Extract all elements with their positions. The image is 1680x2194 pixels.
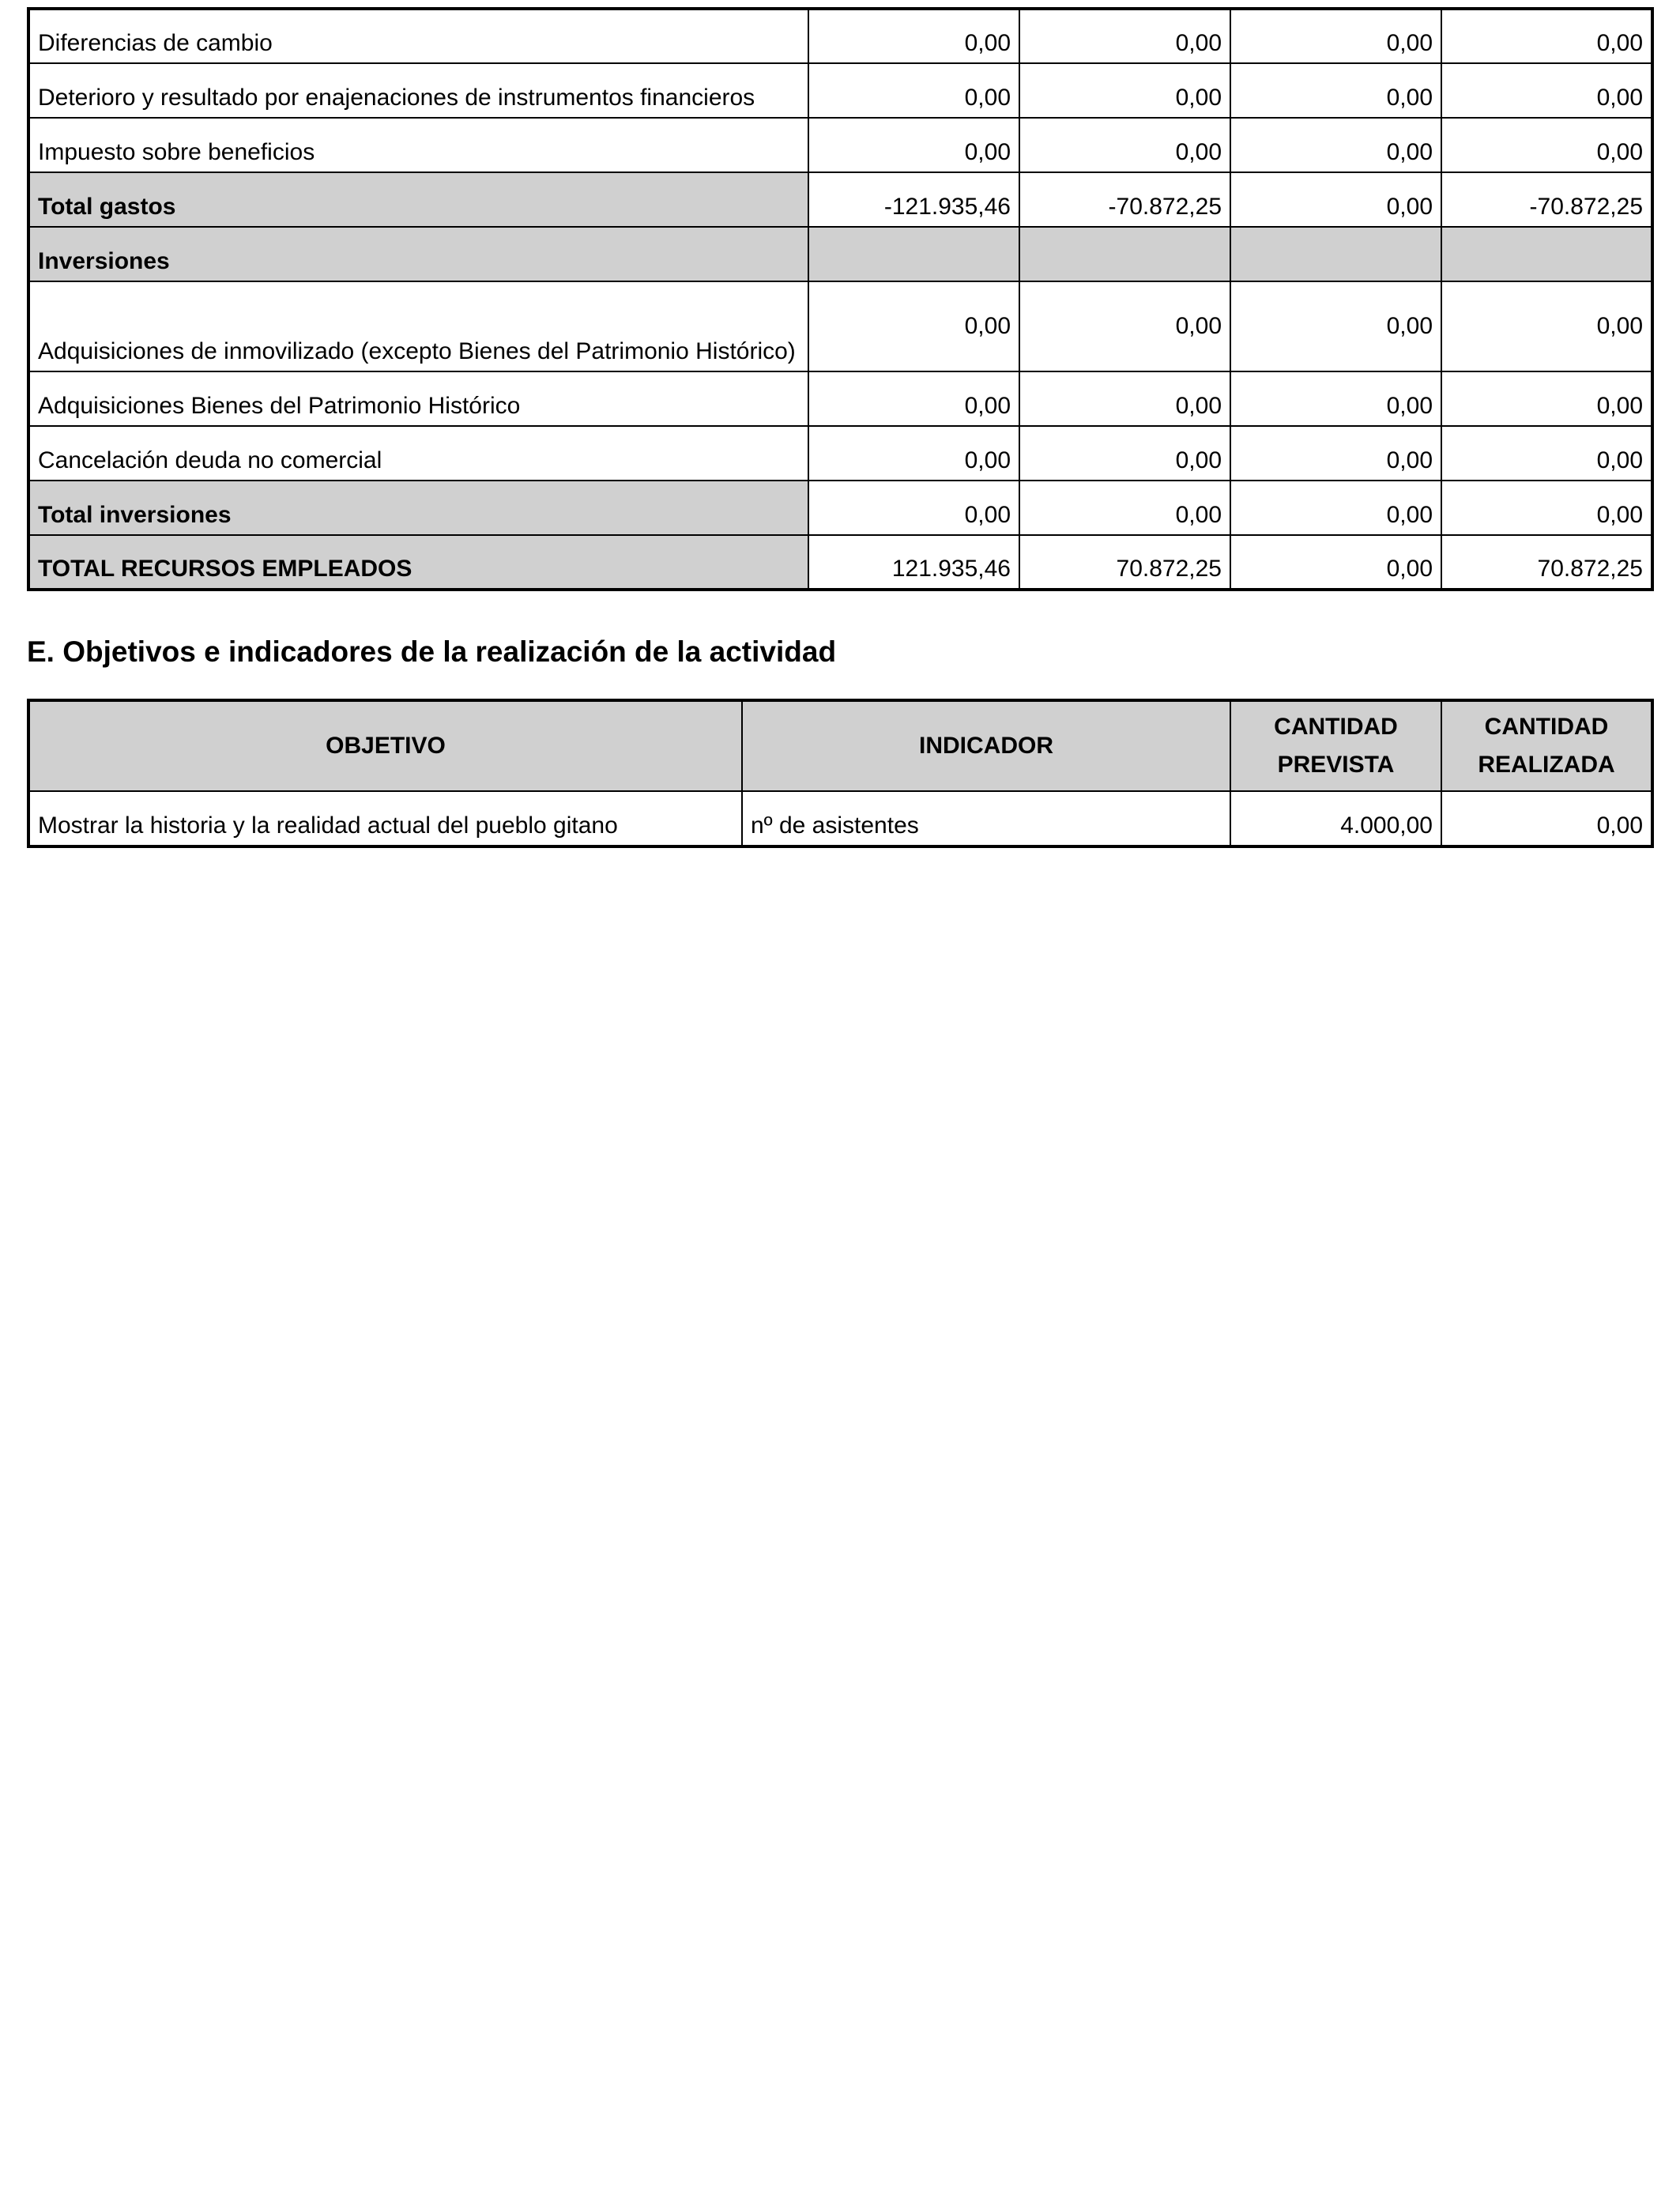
cell-value: 0,00 <box>1441 9 1652 63</box>
table-row <box>28 371 1652 426</box>
cell-value: -121.935,46 <box>808 172 1019 227</box>
table-row <box>28 9 1652 63</box>
cell-value: 0,00 <box>1230 426 1441 481</box>
cell-value: 0,00 <box>1230 118 1441 172</box>
cell-value: 0,00 <box>1441 118 1652 172</box>
row-label: Total gastos <box>28 172 808 227</box>
cell-value: 0,00 <box>808 426 1019 481</box>
row-label: Inversiones <box>28 227 808 281</box>
total-inversiones-row <box>28 481 1652 535</box>
row-label: Adquisiciones Bienes del Patrimonio Histórico <box>28 371 808 426</box>
cell-value: 0,00 <box>1019 63 1230 118</box>
row-label: Diferencias de cambio <box>28 9 808 63</box>
cell-objetivo: Mostrar la historia y la realidad actual del pueblo gitano <box>28 791 742 846</box>
header-line: CANTIDAD <box>1274 714 1398 740</box>
header-line: REALIZADA <box>1478 752 1615 778</box>
table-row <box>28 63 1652 118</box>
cell-value: 0,00 <box>808 63 1019 118</box>
cell-value: 0,00 <box>1019 426 1230 481</box>
cell-value: -70.872,25 <box>1441 172 1652 227</box>
header-line: PREVISTA <box>1277 752 1395 778</box>
resources-table <box>27 7 1654 591</box>
total-gastos-row <box>28 172 1652 227</box>
cell-value: 0,00 <box>1230 172 1441 227</box>
cell-value: 70.872,25 <box>1019 535 1230 590</box>
header-cantidad-prevista <box>1230 700 1441 791</box>
table-row <box>28 426 1652 481</box>
objectives-table <box>27 699 1654 848</box>
row-label: Impuesto sobre beneficios <box>28 118 808 172</box>
inversiones-header-row <box>28 227 1652 281</box>
empty-cell <box>1230 227 1441 281</box>
cell-indicador: nº de asistentes <box>742 791 1230 846</box>
cell-value: 0,00 <box>1441 426 1652 481</box>
cell-value: 0,00 <box>1230 535 1441 590</box>
cell-value: 0,00 <box>1230 281 1441 371</box>
empty-cell <box>808 227 1019 281</box>
row-label: Adquisiciones de inmovilizado (excepto Bienes del Patrimonio Histórico) <box>28 281 808 371</box>
header-cantidad-realizada <box>1441 700 1652 791</box>
cell-value: 0,00 <box>1441 281 1652 371</box>
cell-value: 0,00 <box>1230 371 1441 426</box>
cell-value: 0,00 <box>1019 281 1230 371</box>
table-row <box>28 118 1652 172</box>
cell-value: 0,00 <box>1441 371 1652 426</box>
empty-cell <box>1019 227 1230 281</box>
cell-value: 0,00 <box>1230 63 1441 118</box>
cell-value: 0,00 <box>1230 481 1441 535</box>
cell-value: 0,00 <box>808 9 1019 63</box>
header-line: CANTIDAD <box>1484 714 1609 740</box>
total-recursos-row <box>28 535 1652 590</box>
cell-value: 0,00 <box>1019 371 1230 426</box>
cell-value: 0,00 <box>1441 63 1652 118</box>
table-header-row <box>28 700 1652 791</box>
row-label: TOTAL RECURSOS EMPLEADOS <box>28 535 808 590</box>
cell-value: 0,00 <box>1019 118 1230 172</box>
cell-value: 0,00 <box>808 371 1019 426</box>
cell-value: -70.872,25 <box>1019 172 1230 227</box>
header-indicador: INDICADOR <box>742 700 1230 791</box>
cell-value: 0,00 <box>808 118 1019 172</box>
cell-value: 0,00 <box>808 281 1019 371</box>
cell-value: 0,00 <box>1230 9 1441 63</box>
empty-cell <box>1441 227 1652 281</box>
cell-prevista: 4.000,00 <box>1230 791 1441 846</box>
table-row <box>28 791 1652 846</box>
cell-value: 0,00 <box>1019 481 1230 535</box>
row-label: Cancelación deuda no comercial <box>28 426 808 481</box>
cell-value: 70.872,25 <box>1441 535 1652 590</box>
cell-value: 0,00 <box>1019 9 1230 63</box>
row-label: Total inversiones <box>28 481 808 535</box>
header-objetivo: OBJETIVO <box>28 700 742 791</box>
row-label: Deterioro y resultado por enajenaciones de instrumentos financieros <box>28 63 808 118</box>
cell-value: 0,00 <box>1441 481 1652 535</box>
table-row <box>28 281 1652 371</box>
cell-realizada: 0,00 <box>1441 791 1652 846</box>
section-title: E. Objetivos e indicadores de la realización de la actividad <box>27 635 837 668</box>
cell-value: 121.935,46 <box>808 535 1019 590</box>
cell-value: 0,00 <box>808 481 1019 535</box>
